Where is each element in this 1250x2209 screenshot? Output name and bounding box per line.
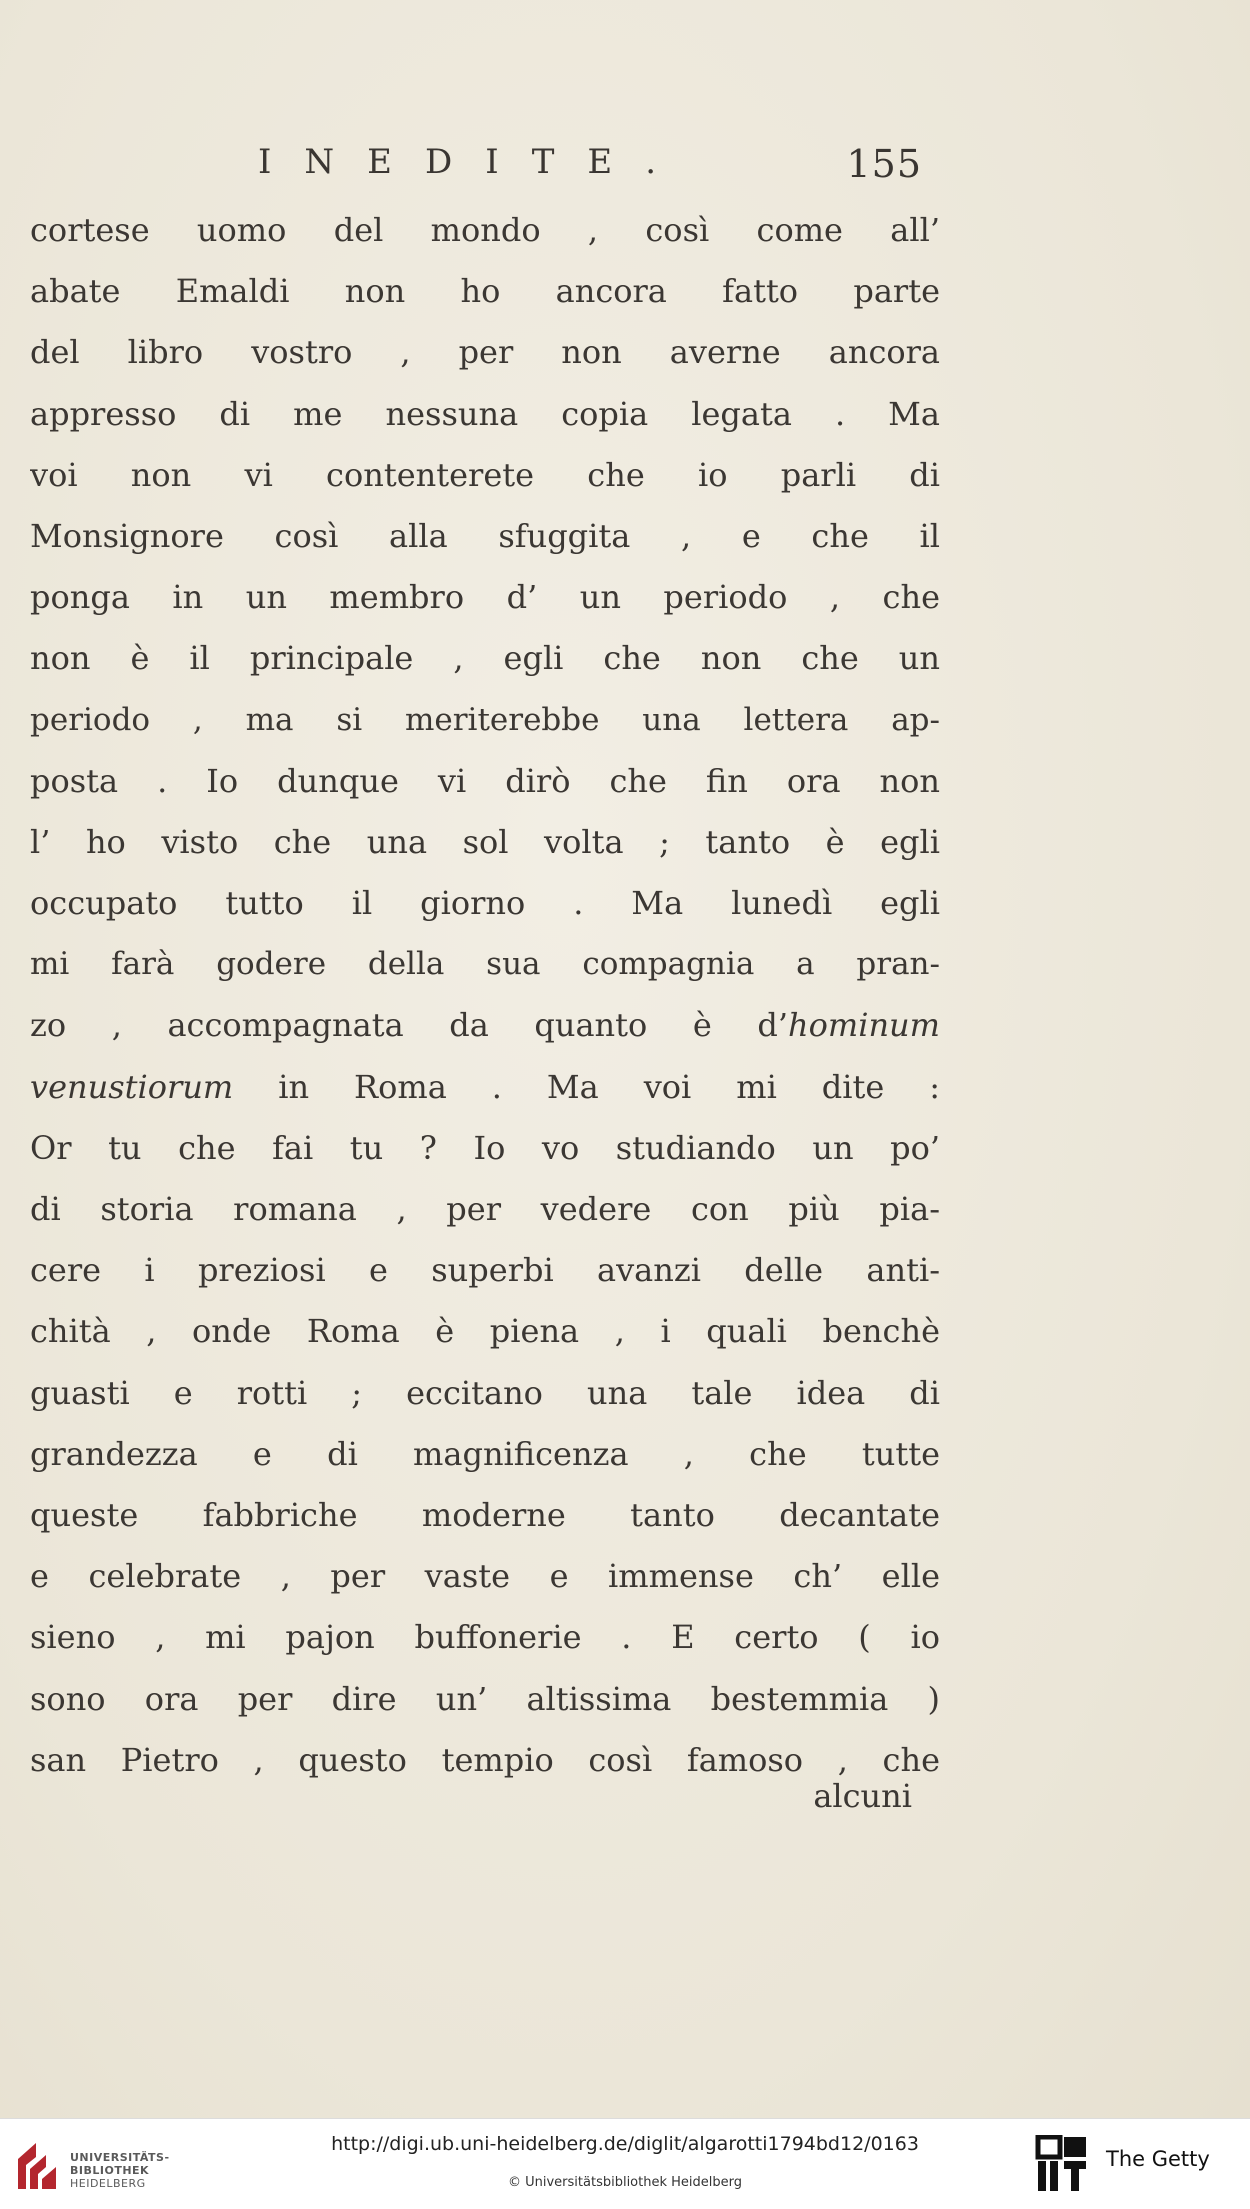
text-line: cere i preziosi e superbi avanzi delle anti- (30, 1251, 940, 1290)
text-line-with-italic (30, 995, 940, 1056)
text-line: periodo , ma si meriterebbe una lettera ap- (30, 701, 940, 738)
text-line: del libro vostro , per non averne ancora (30, 333, 940, 372)
page-number: 155 (846, 142, 922, 186)
library-name-line: BIBLIOTHEK (70, 2164, 150, 2177)
text-line: cortese uomo del mondo , così come all’ (30, 211, 940, 249)
text-line: Monsignore così alla sfuggita , e che il (30, 516, 940, 555)
text-line: appresso di me nessuna copia legata . Ma (30, 394, 940, 433)
text-line: queste fabbriche moderne tanto decantate (30, 1495, 940, 1534)
getty-mark-icon (1034, 2135, 1090, 2195)
text-line: chità , onde Roma è piena , i quali benchè (30, 1312, 940, 1351)
text-line: grandezza e di magnificenza , che tutte (30, 1434, 940, 1473)
source-url-link[interactable]: http://digi.ub.uni-heidelberg.de/diglit/algarotti1794bd12/0163 (331, 2133, 919, 2155)
getty-name: The Getty (1106, 2147, 1210, 2171)
running-title: INEDITE. (258, 142, 689, 182)
text-line: occupato tutto il giorno . Ma lunedì egli (30, 884, 940, 923)
text-line: ponga in un membro d’ un periodo , che (30, 578, 940, 617)
line-text: zo , accompagnata da quanto è d’ (30, 1006, 788, 1045)
italic-phrase: hominum (787, 1006, 940, 1045)
text-line: voi non vi contenterete che io parli di (30, 455, 940, 494)
text-line: san Pietro , questo tempio così famoso , che (30, 1740, 940, 1779)
text-line-with-italic (30, 1057, 940, 1118)
text-line: Or tu che fai tu ? Io vo studiando un po’ (30, 1128, 940, 1167)
library-name-line: HEIDELBERG (70, 2177, 146, 2190)
footer-bar (0, 2118, 1250, 2209)
body-text (30, 200, 940, 1791)
text-line: e celebrate , per vaste e immense ch’ elle (30, 1557, 940, 1596)
text-line: l’ ho visto che una sol volta ; tanto è egli (30, 822, 940, 861)
text-line: sieno , mi pajon buffonerie . E certo ( io (30, 1618, 940, 1657)
text-line: abate Emaldi non ho ancora fatto parte (30, 272, 940, 311)
text-line: non è il principale , egli che non che un (30, 639, 940, 678)
text-line: sono ora per dire un’ altissima bestemmia ) (30, 1679, 940, 1718)
catchword: alcuni (813, 1777, 912, 1815)
text-line: posta . Io dunque vi dirò che fin ora non (30, 761, 940, 800)
text-line: mi farà godere della sua compagnia a pran- (30, 946, 940, 983)
library-name-line: UNIVERSITÄTS- (70, 2151, 170, 2164)
line-text: in Roma . Ma voi mi dite : (278, 1067, 940, 1106)
text-line: di storia romana , per vedere con più pia- (30, 1190, 940, 1228)
running-head (258, 142, 928, 188)
copyright-notice: © Universitätsbibliothek Heidelberg (507, 2175, 742, 2190)
getty-logo[interactable] (1034, 2135, 1234, 2197)
italic-phrase: venustiorum (30, 1067, 234, 1106)
text-line: guasti e rotti ; eccitano una tale idea di (30, 1373, 940, 1412)
